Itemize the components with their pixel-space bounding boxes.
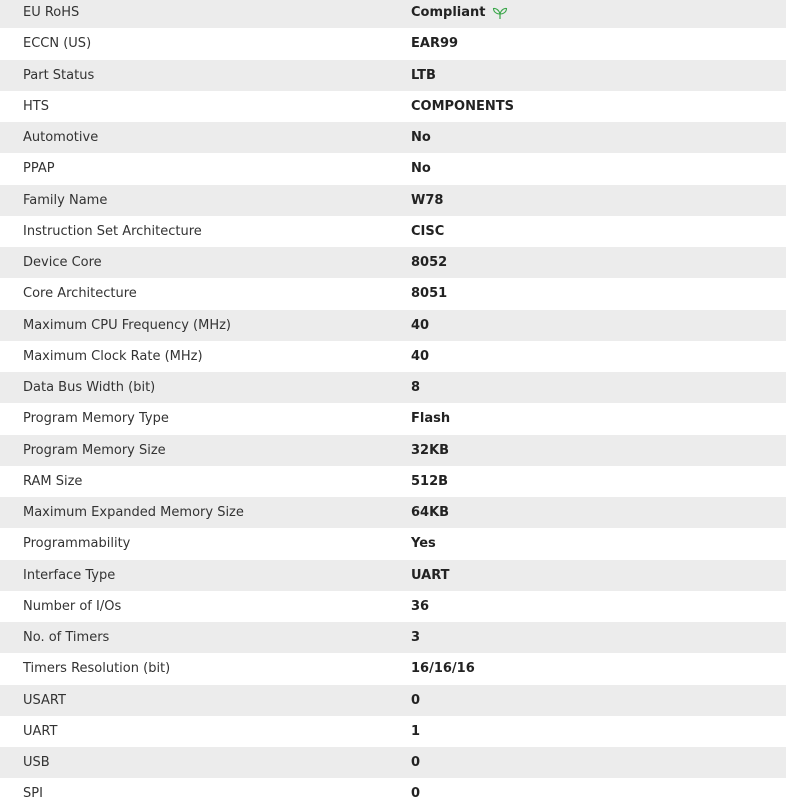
spec-label: Program Memory Size xyxy=(23,442,166,458)
spec-row-data-bus-width xyxy=(0,372,786,403)
spec-value: 40 xyxy=(411,348,430,364)
spec-label: Automotive xyxy=(23,130,99,146)
spec-row-programmability xyxy=(0,528,786,559)
spec-label: Device Core xyxy=(23,255,102,271)
spec-row-ram-size xyxy=(0,466,786,497)
spec-row-device-core xyxy=(0,247,786,278)
spec-label: No. of Timers xyxy=(23,630,110,646)
spec-row-isa xyxy=(0,216,786,247)
spec-value: 8051 xyxy=(411,286,448,302)
spec-label: UART xyxy=(23,723,58,739)
spec-row-eccn xyxy=(0,28,786,59)
spec-row-eu-rohs xyxy=(0,0,786,28)
spec-row-interface-type xyxy=(0,560,786,591)
spec-row-usart xyxy=(0,685,786,716)
spec-label: USB xyxy=(23,755,50,771)
spec-label: Core Architecture xyxy=(23,286,137,302)
spec-value: 8052 xyxy=(411,255,448,271)
spec-row-core-architecture xyxy=(0,278,786,309)
spec-row-part-status xyxy=(0,60,786,91)
spec-value: CISC xyxy=(411,223,445,239)
spec-value: 16/16/16 xyxy=(411,661,475,677)
spec-label: SPI xyxy=(23,786,43,802)
spec-label: Maximum Clock Rate (MHz) xyxy=(23,348,203,364)
spec-row-family-name xyxy=(0,185,786,216)
spec-value: Flash xyxy=(411,411,451,427)
spec-row-usb xyxy=(0,747,786,778)
spec-value: 0 xyxy=(411,692,421,708)
spec-value: LTB xyxy=(411,67,436,83)
spec-value: 0 xyxy=(411,786,421,802)
spec-row-hts xyxy=(0,91,786,122)
spec-label: EU RoHS xyxy=(23,5,80,21)
spec-value-text: Compliant xyxy=(411,5,486,21)
spec-label: Interface Type xyxy=(23,567,116,583)
spec-label: Number of I/Os xyxy=(23,598,122,614)
spec-value: EAR99 xyxy=(411,36,459,52)
spec-label: Programmability xyxy=(23,536,131,552)
spec-label: Program Memory Type xyxy=(23,411,169,427)
spec-row-ppap xyxy=(0,153,786,184)
spec-label: Part Status xyxy=(23,67,95,83)
spec-value: W78 xyxy=(411,192,444,208)
spec-label: Timers Resolution (bit) xyxy=(23,661,171,677)
spec-value: 36 xyxy=(411,598,430,614)
spec-row-max-clock-rate xyxy=(0,341,786,372)
spec-label: Maximum CPU Frequency (MHz) xyxy=(23,317,231,333)
spec-row-no-of-timers xyxy=(0,622,786,653)
spec-value: 64KB xyxy=(411,505,450,521)
spec-value: 3 xyxy=(411,630,421,646)
spec-label: Data Bus Width (bit) xyxy=(23,380,156,396)
spec-label: Family Name xyxy=(23,192,108,208)
spec-row-timers-resolution xyxy=(0,653,786,684)
spec-row-program-memory-size xyxy=(0,435,786,466)
spec-label: ECCN (US) xyxy=(23,36,92,52)
spec-value: COMPONENTS xyxy=(411,98,514,114)
spec-value: 8 xyxy=(411,380,421,396)
spec-value: No xyxy=(411,161,431,177)
spec-row-max-expanded-memory xyxy=(0,497,786,528)
spec-value: 40 xyxy=(411,317,430,333)
spec-label: USART xyxy=(23,692,66,708)
spec-value: 32KB xyxy=(411,442,450,458)
spec-row-spi xyxy=(0,778,786,809)
spec-value: 0 xyxy=(411,755,421,771)
spec-label: HTS xyxy=(23,98,49,114)
spec-row-automotive xyxy=(0,122,786,153)
spec-label: Maximum Expanded Memory Size xyxy=(23,505,244,521)
spec-value: No xyxy=(411,130,431,146)
spec-row-number-of-ios xyxy=(0,591,786,622)
spec-row-uart xyxy=(0,716,786,747)
spec-value xyxy=(387,5,508,20)
spec-value: 1 xyxy=(411,723,421,739)
spec-value: UART xyxy=(411,567,450,583)
spec-row-program-memory-type xyxy=(0,403,786,434)
spec-value: Yes xyxy=(411,536,436,552)
spec-label: RAM Size xyxy=(23,473,83,489)
spec-label: Instruction Set Architecture xyxy=(23,223,202,239)
leaf-icon xyxy=(492,6,508,20)
spec-value: 512B xyxy=(411,473,449,489)
spec-row-max-cpu-frequency xyxy=(0,310,786,341)
spec-label: PPAP xyxy=(23,161,55,177)
